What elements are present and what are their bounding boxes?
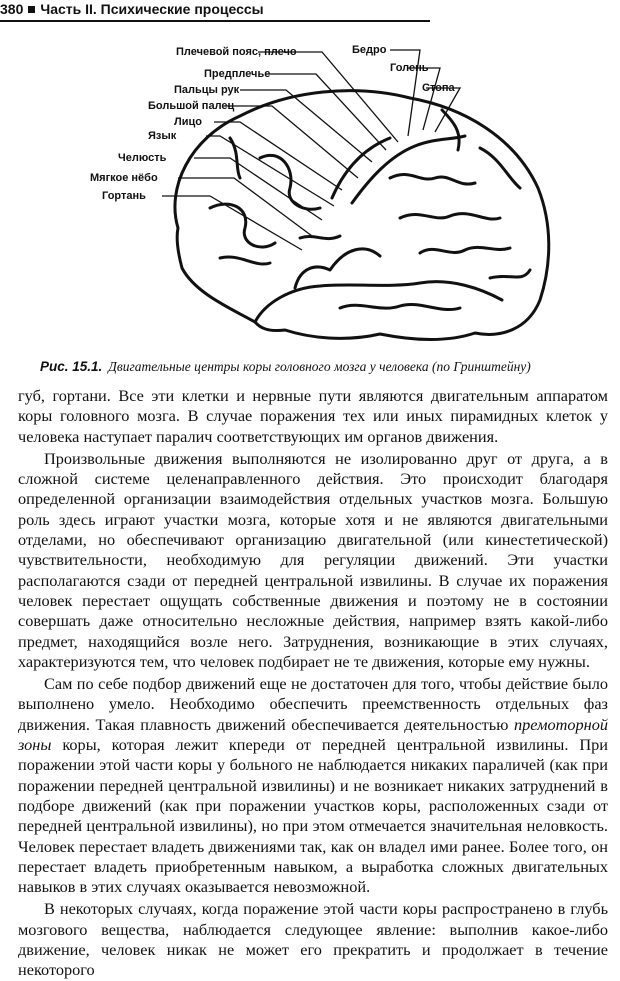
body-text: [18, 386, 608, 981]
page-number: 380: [0, 1, 24, 17]
paragraph-2: Произвольные движения выполняются не изолированно друг от друга, а в сложной системе целенаправленного действия. Это происходит благодаря определенной организации взаимодействия отдельных участков мозга. Большую роль здесь играют участки мозга, которые хотя и не являются двигательными отделами, но обеспечивают организацию двигательной (или кинестетической) чувствительности, необходимую для регуляции движений. Эти участки располагаются сзади от передней центральной извилины. В случае их поражения человек перестает ощущать собственные движения и поэтому не в состоянии совершать даже относительно несложные действия, например взять какой-либо предмет, находящийся возле него. Затруднения, возникающие в этих случаях, характеризуются тем, что человек подбирает не те движения, которые ему нужны.: [18, 448, 608, 671]
label-pointers: [162, 50, 460, 250]
figure-caption: [40, 358, 600, 376]
paragraph-3-emphasis: премоторной зоны: [18, 714, 608, 755]
caption-label: Рис. 15.1.: [40, 359, 103, 374]
label-face: Лицо: [174, 116, 202, 128]
paragraph-4: В некоторых случаях, когда поражение этой части коры распространено в глубь мозгового вещества, наблюдается следующее явление: выполнив какое-либо движение, человек никак не может его прекратить и продолжает в течение некоторого: [18, 899, 608, 980]
running-header: [0, 0, 430, 22]
label-soft-palate: Мягкое нёбо: [90, 172, 158, 184]
running-title: Часть II. Психические процессы: [40, 1, 264, 17]
caption-text: Двигательные центры коры головного мозга у человека (по Гринштейну): [108, 359, 531, 374]
label-shin: Голень: [390, 62, 429, 74]
brain-drawing: [175, 91, 549, 340]
label-forearm: Предплечье: [204, 68, 271, 80]
label-larynx: Гортань: [102, 190, 146, 202]
brain-diagram: [90, 38, 570, 356]
label-thigh: Бедро: [352, 44, 387, 56]
label-foot: Стопа: [422, 82, 455, 94]
paragraph-1: губ, гортани. Все эти клетки и нервные пути являются двигательным аппаратом коры головного мозга. В случае поражения тех или иных пирамидных клеток у человека наступает паралич соответствующих им органов движения.: [18, 386, 608, 446]
label-fingers: Пальцы рук: [174, 84, 240, 96]
paragraph-3: [18, 674, 608, 897]
square-bullet-icon: [28, 6, 35, 13]
brain-figure: [90, 38, 570, 356]
label-shoulder: Плечевой пояс, плечо: [176, 46, 297, 58]
label-jaw: Челюсть: [118, 152, 167, 164]
label-tongue: Язык: [148, 130, 177, 142]
label-thumb: Большой палец: [148, 100, 235, 112]
paragraph-3-part-b: коры, которая лежит кпереди от передней центральной извилины. При поражении этой части коры у больного не наблюдается никаких параличей (как при поражении передней центральной извилины) и не возникает никаких затруднений в подборе движений (как при поражении участков коры, расположенных сзади от передней центральной извилины), но при этом отмечается значительная неловкость. Человек перестает владеть движениями так, как он владел ими ранее. Более того, он перестает владеть приобретенным навыком, а выработка сложных двигательных навыков в этих случаях оказывается невозможной.: [18, 735, 608, 897]
paragraph-3-part-a: Сам по себе подбор движений еще не достаточен для того, чтобы действие было выполнено умело. Необходимо обеспечить преемственность отдельных фаз движения. Такая плавность движений обеспечивается деятельностью: [18, 674, 608, 734]
